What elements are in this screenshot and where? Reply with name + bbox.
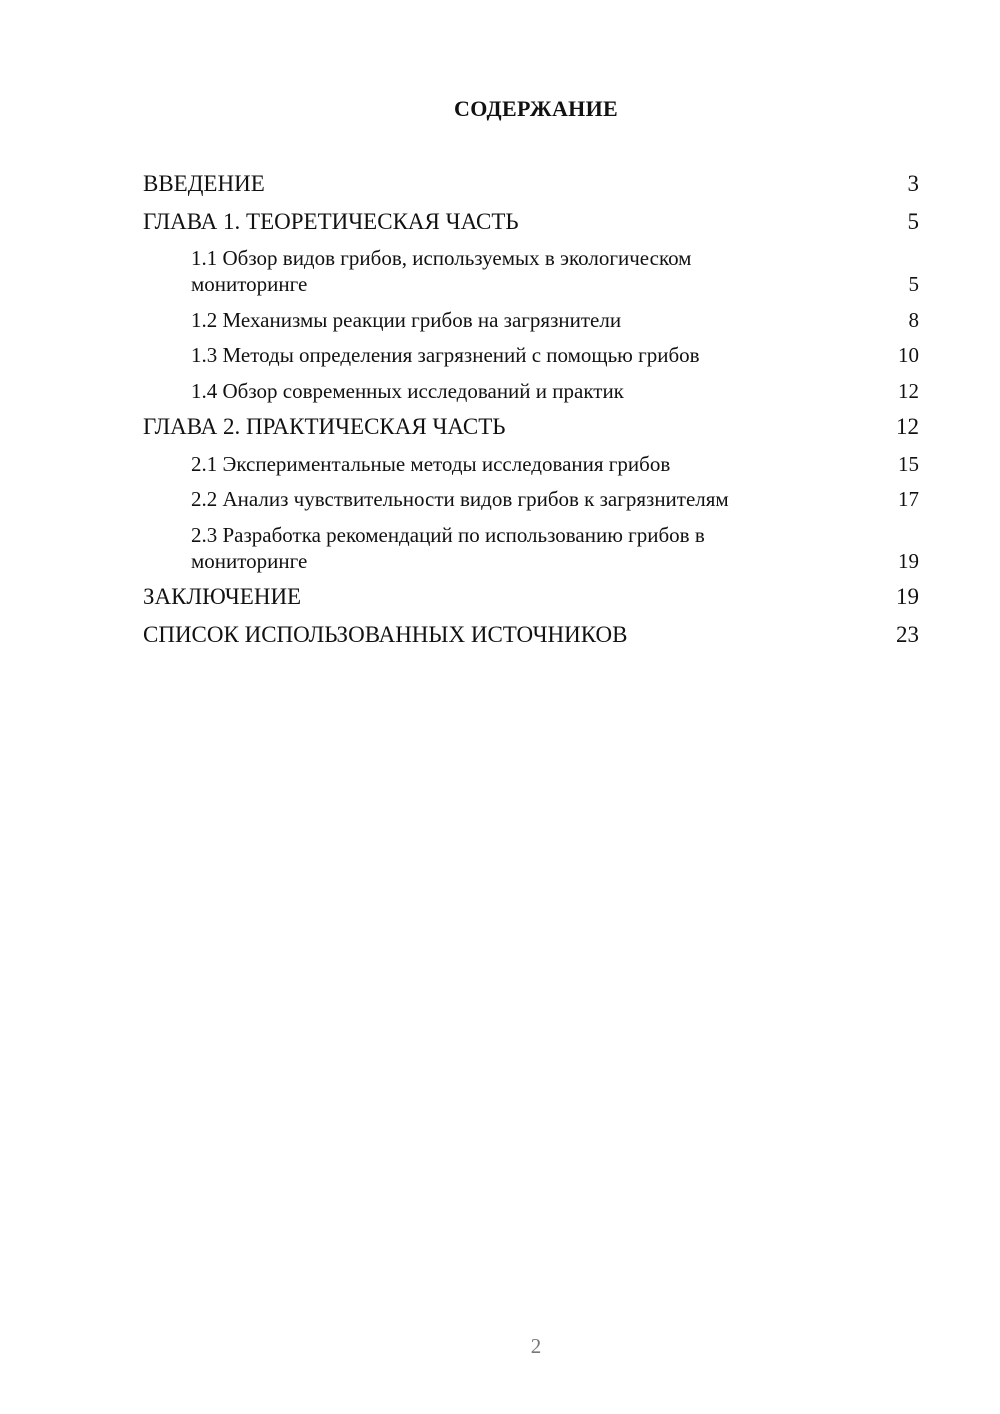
page-number: 2 (530, 1334, 542, 1358)
toc-entry-page: 10 (898, 343, 919, 367)
toc-entry-section-1-2 (143, 307, 919, 333)
toc-entry-page: 8 (908, 307, 919, 332)
toc-entry-references (143, 621, 919, 649)
toc-title: СОДЕРЖАНИЕ (454, 96, 618, 121)
toc-entry-text: ВВЕДЕНИЕ (143, 171, 265, 196)
toc-entry-text: 2.1 Экспериментальные методы исследования грибов (191, 451, 671, 476)
toc-entry-text: 1.3 Методы определения загрязнений с помощью грибов (191, 343, 700, 367)
toc-entry-page: 5 (907, 208, 919, 234)
toc-entry-page: 5 (908, 272, 919, 296)
toc-entry-section-1-1 (143, 245, 919, 297)
toc-entry-page: 12 (898, 378, 919, 403)
table-of-contents (143, 170, 919, 658)
toc-entry-page: 12 (896, 414, 919, 439)
toc-entry-text: 2.3 Разработка рекомендаций по использованию грибов в мониторинге (191, 522, 705, 573)
toc-entry-section-2-3 (143, 522, 919, 574)
toc-entry-page: 19 (898, 548, 919, 573)
toc-entry-page: 15 (898, 451, 919, 476)
toc-entry-introduction (143, 170, 919, 198)
toc-entry-section-2-2 (143, 486, 919, 512)
toc-entry-text: 2.2 Анализ чувствительности видов грибов к загрязнителям (191, 487, 729, 511)
toc-entry-chapter-2 (143, 413, 919, 441)
toc-entry-text: 1.1 Обзор видов грибов, используемых в экологическом мониторинге (191, 246, 692, 296)
toc-entry-text: 1.4 Обзор современных исследований и практик (191, 378, 624, 403)
toc-entry-text: ЗАКЛЮЧЕНИЕ (143, 584, 302, 609)
toc-entry-section-2-1 (143, 451, 919, 477)
toc-entry-text: ГЛАВА 2. ПРАКТИЧЕСКАЯ ЧАСТЬ (143, 414, 506, 439)
toc-entry-page: 3 (907, 171, 919, 196)
toc-entry-page: 17 (898, 487, 919, 511)
toc-entry-section-1-3 (143, 342, 919, 368)
toc-entry-page: 19 (896, 584, 919, 609)
toc-entry-section-1-4 (143, 378, 919, 404)
toc-entry-text: 1.2 Механизмы реакции грибов на загрязнители (191, 307, 622, 332)
toc-entry-chapter-1 (143, 208, 919, 236)
toc-entry-text: СПИСОК ИСПОЛЬЗОВАННЫХ ИСТОЧНИКОВ (143, 621, 628, 647)
toc-entry-page: 23 (896, 621, 919, 647)
toc-entry-conclusion (143, 583, 919, 611)
toc-entry-text: ГЛАВА 1. ТЕОРЕТИЧЕСКАЯ ЧАСТЬ (143, 208, 519, 234)
